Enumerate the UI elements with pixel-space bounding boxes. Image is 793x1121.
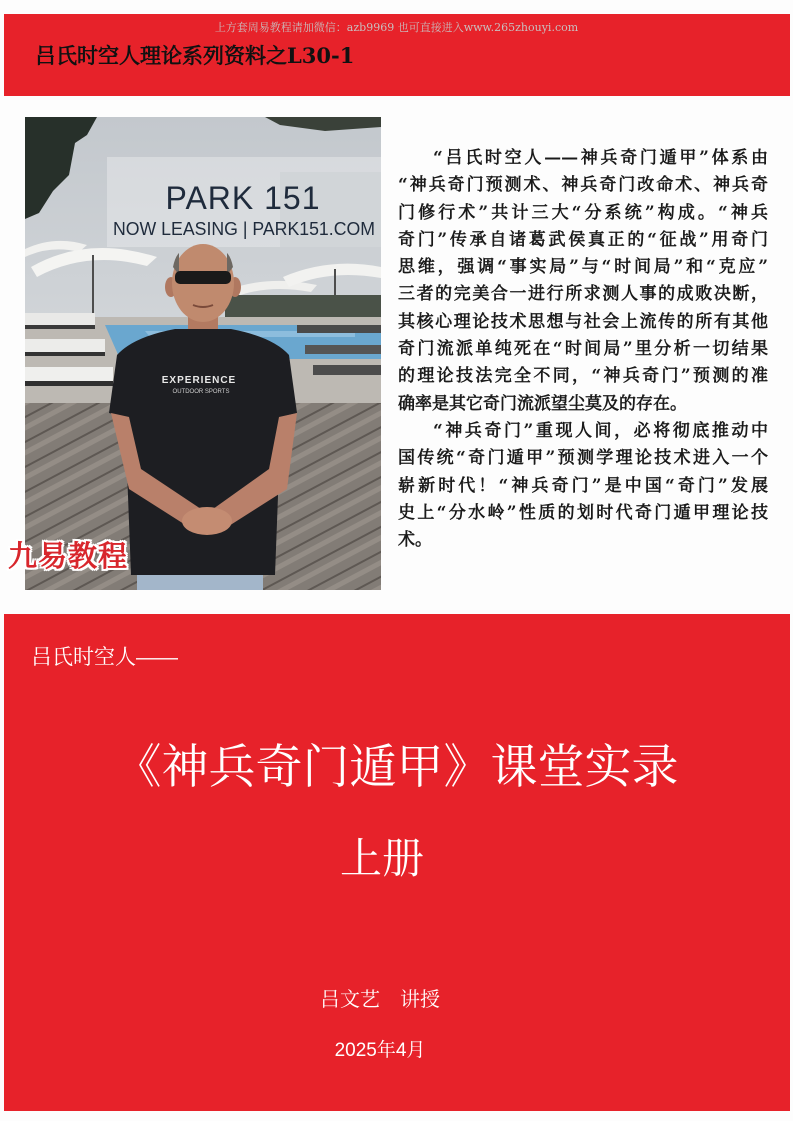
author-photo bbox=[25, 117, 381, 590]
shirt-text-2: OUTDOOR SPORTS bbox=[172, 389, 230, 395]
intro-line: 思维，强调“事实局”与“时间局”和“克应” bbox=[398, 257, 768, 278]
intro-line: 崭新时代！“神兵奇门”是中国“奇门”发展 bbox=[398, 475, 768, 496]
leasing-sign bbox=[107, 157, 381, 247]
sign-line-1: PARK 151 bbox=[165, 180, 321, 216]
sunglasses bbox=[175, 271, 231, 284]
intro-line: “神兵奇门”重现人间，必将彻底推动中 bbox=[433, 420, 768, 441]
book-title: 《神兵奇门遁甲》课堂实录 bbox=[114, 740, 679, 793]
series-prefix: 吕氏时空人—— bbox=[31, 646, 178, 669]
volume-label: 上册 bbox=[339, 834, 424, 883]
t-shirt bbox=[109, 329, 297, 575]
shirt-text-1: EXPERIENCE bbox=[161, 375, 237, 386]
intro-text bbox=[398, 145, 768, 554]
intro-line: “吕氏时空人——神兵奇门遁甲”体系由 bbox=[433, 148, 768, 168]
author-role: 讲授 bbox=[400, 989, 440, 1011]
intro-line: 奇门”传承自诸葛武侯真正的“征战”用奇门 bbox=[398, 229, 768, 250]
author-line bbox=[280, 986, 480, 1014]
publication-date: 2025年4月 bbox=[334, 1040, 426, 1061]
intro-line: 奇门流派单纯死在“时间局”里分析一切结果 bbox=[398, 339, 768, 360]
clasped-hands bbox=[182, 507, 232, 535]
intro-line: 的理论技法完全不同，“神兵奇门”预测的准 bbox=[398, 366, 768, 387]
intro-line: 国传统“奇门遁甲”预测学理论技术进入一个 bbox=[398, 448, 768, 469]
intro-paragraph bbox=[398, 418, 768, 554]
intro-line: “神兵奇门预测术、神兵奇门改命术、神兵奇 bbox=[398, 175, 768, 196]
intro-line: 史上“分水岭”性质的划时代奇门遁甲理论技 bbox=[398, 502, 768, 523]
intro-line: 门修行术”共计三大“分系统”构成。“神兵 bbox=[398, 202, 768, 223]
intro-line: 三者的完美合一进行所求测人事的成败决断， bbox=[398, 284, 768, 305]
series-title: 吕氏时空人理论系列资料之L30-1 bbox=[35, 43, 355, 68]
author-name: 吕文艺 bbox=[320, 989, 380, 1011]
intro-line: 术。 bbox=[398, 530, 432, 551]
sign-line-2: NOW LEASING | PARK151.COM bbox=[113, 219, 375, 239]
intro-line: 其核心理论技术思想与社会上流传的所有其他 bbox=[398, 311, 768, 332]
intro-line: 确率是其它奇门流派望尘莫及的存在。 bbox=[398, 393, 687, 414]
jiuyi-watermark-logo: 九易教程 bbox=[8, 539, 129, 573]
intro-paragraph bbox=[398, 145, 768, 418]
top-watermark-text: 上方套周易教程请加微信：azb9969 也可直接进入www.265zhouyi.com bbox=[214, 21, 579, 34]
